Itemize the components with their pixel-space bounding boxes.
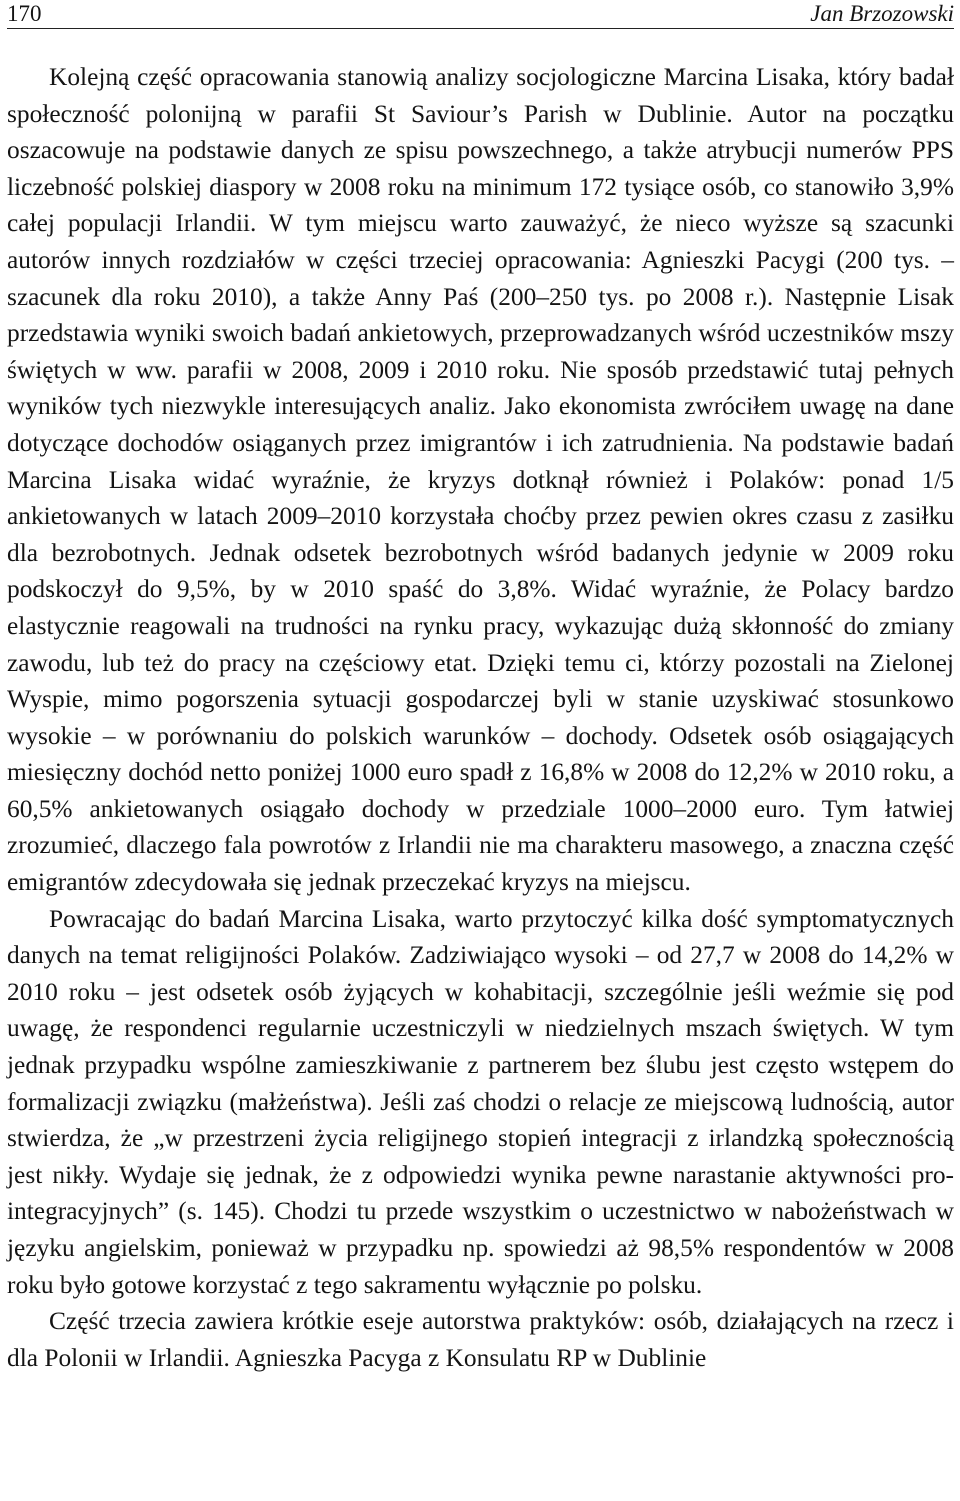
paragraph: Kolejną część opracowania stanowią analizy socjologiczne Marcina Lisaka, który badał społeczność polonijną w parafii St Saviour’s Parish w Dublinie. Autor na początku oszacowuje na podstawie danych ze spisu powszechnego, a także atrybucji numerów PPS liczebność polskiej diaspory w 2008 roku na minimum 172 tysiące osób, co stanowiło 3,9% całej populacji Irlandii. W tym miejscu warto zauważyć, że nieco wyższe są szacunki autorów innych rozdziałów w części trzeciej opracowania: Agnieszki Pacygi (200 tys. – szacunek dla roku 2010), a także Anny Paś (200–250 tys. po 2008 r.). Następnie Lisak przedstawia wyniki swoich badań ankietowych, przeprowadzanych wśród uczestników mszy świętych w ww. parafii w 2008, 2009 i 2010 roku. Nie sposób przedstawić tutaj pełnych wyników tych niezwykle interesujących analiz. Jako ekonomista zwróciłem uwagę na dane dotyczące dochodów osiąganych przez imigrantów i ich zatrudnienia. Na podstawie badań Marcina Lisaka widać wyraźnie, że kryzys dotknął również i Polaków: ponad 1/5 ankietowanych w latach 2009–2010 korzystała choćby przez pewien okres czasu z zasiłku dla bezrobotnych. Jednak odsetek bezrobotnych wśród badanych jedynie w 2009 roku podskoczył do 9,5%, by w 2010 spaść do 3,8%. Widać wyraźnie, że Polacy bardzo elastycznie reagowali na trudności na rynku pracy, wykazując dużą skłonność do zmiany zawodu, lub też do pracy na częściowy etat. Dzięki temu ci, którzy pozostali na Zielonej Wyspie, mimo pogorszenia sytuacji gospodarczej byli w stanie uzyskiwać stosunkowo wysokie – w porównaniu do polskich warunków – dochody. Odsetek osób osiągających miesięczny dochód netto poniżej 1000 euro spadł z 16,8% w 2008 do 12,2% w 2010 roku, a 60,5% ankietowanych osiągało dochody w przedziale 1000–2000 euro. Tym łatwiej zrozumieć, dlaczego fala powrotów z Irlandii nie ma charakteru masowego, a znaczna część emigrantów zdecydowała się jednak przeczekać kryzys na miejscu. xyxy=(7,63,954,897)
page-number: 170 xyxy=(7,1,42,26)
running-head xyxy=(7,0,954,29)
paragraph: Powracając do badań Marcina Lisaka, warto przytoczyć kilka dość symptomatycznych danych na temat religijności Polaków. Zadziwiająco wysoki – od 27,7 w 2008 do 14,2% w 2010 roku – jest odsetek osób żyjących w kohabitacji, szczególnie jeśli weźmie się pod uwagę, że respondenci regularnie uczestniczyli w niedzielnych mszach świętych. W tym jednak przypadku wspólne zamieszkiwanie z partnerem bez ślubu jest często wstępem do formalizacji związku (małżeństwa). Jeśli zaś chodzi o relacje ze miejscową ludnością, autor stwierdza, że „w przestrzeni życia religijnego stopień integracji z irlandzką społecznością jest nikły. Wydaje się jednak, że z odpowiedzi wynika pewne narastanie aktywności pro-integracyjnych” (s. 145). Chodzi tu przede wszystkim o uczestnictwo w nabożeństwach w języku angielskim, ponieważ w przypadku np. spowiedzi aż 98,5% respondentów w 2008 roku było gotowe korzystać z tego sakramentu wyłącznie po polsku. xyxy=(7,904,954,1299)
body-text xyxy=(7,59,954,1376)
paragraph: Część trzecia zawiera krótkie eseje autorstwa praktyków: osób, działających na rzecz i dla Polonii w Irlandii. Agnieszka Pacyga z Konsulatu RP w Dublinie xyxy=(7,1307,954,1372)
running-head-author: Jan Brzozowski xyxy=(810,1,954,26)
